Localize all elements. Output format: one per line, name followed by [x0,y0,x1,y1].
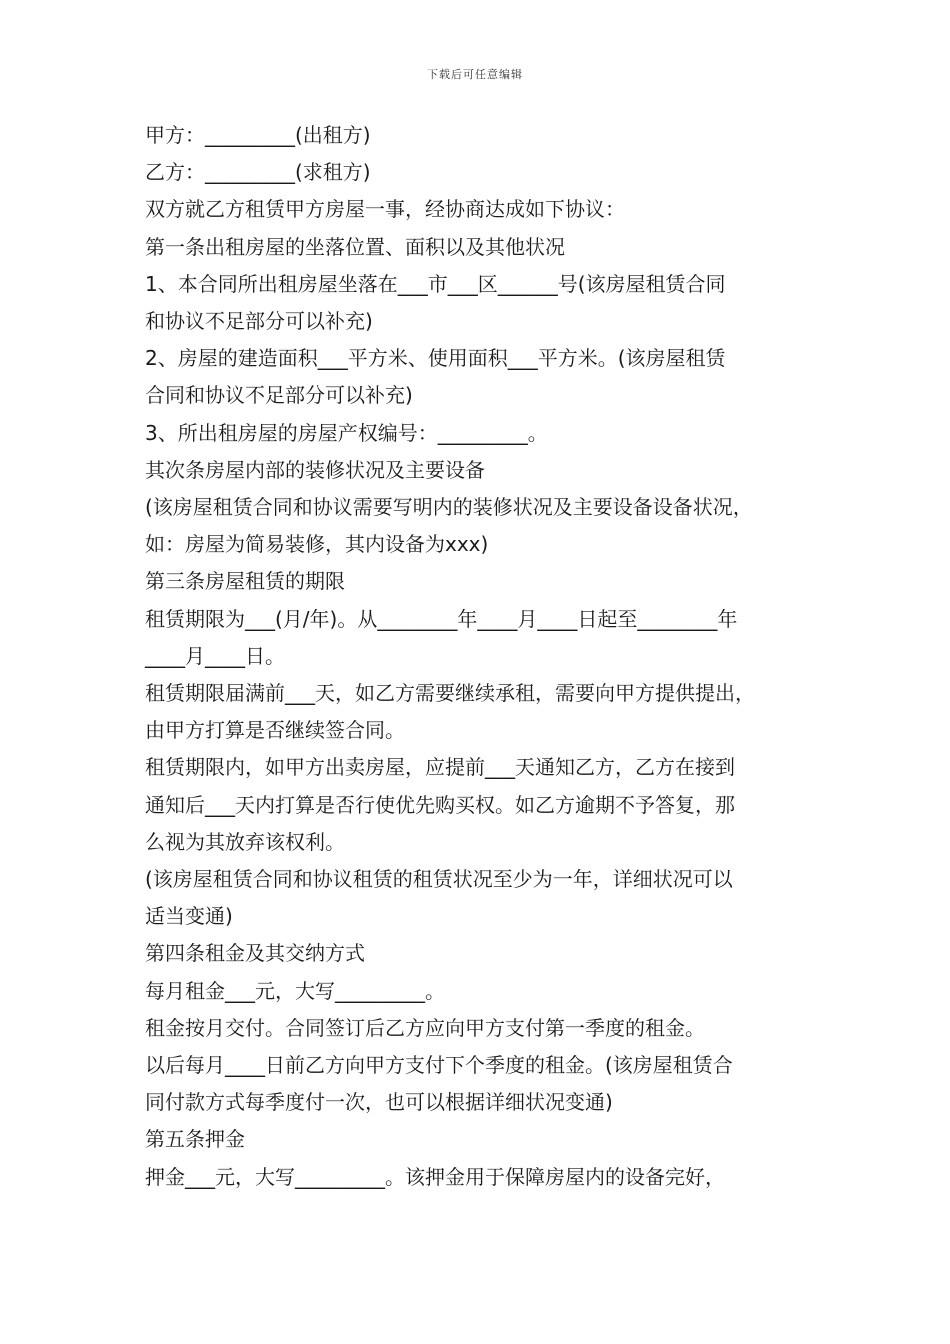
party-a-line: 甲方：_________(出租方) [145,123,371,147]
renewal-line-cont: 由甲方打算是否继续签合同。 [145,718,405,743]
article-3-note-cont: 适当变通) [145,904,233,929]
monthly-rent-line: 每月租金___元，大写_________。 [145,978,445,1003]
article-4-heading: 第四条租金及其交纳方式 [145,941,365,966]
article-2-note-cont: 如：房屋为简易装修，其内设备为xxx) [145,532,489,557]
lease-term-line: 租赁期限为___(月/年)。从________年____月____日起至________年 [145,606,738,631]
article-5-heading: 第五条押金 [145,1127,245,1152]
article-1-clause-2: 2、房屋的建造面积___平方米、使用面积___平方米。(该房屋租赁 [145,346,726,371]
renewal-line: 租赁期限届满前___天，如乙方需要继续承租，需要向甲方提供提出， [145,681,755,706]
header-note: 下载后可任意编辑 [427,68,523,81]
intro-line: 双方就乙方租赁甲方房屋一事，经协商达成如下协议： [145,197,625,222]
deposit-line: 押金___元，大写_________。该押金用于保障房屋内的设备完好， [145,1164,725,1189]
sale-notice-line-end: 么视为其放弃该权利。 [145,829,345,854]
lease-term-line-cont: ____月____日。 [145,643,285,668]
rent-schedule-line-cont: 同付款方式每季度付一次，也可以根据详细状况变通) [145,1090,613,1115]
sale-notice-line: 租赁期限内，如甲方出卖房屋，应提前___天通知乙方，乙方在接到 [145,755,735,780]
article-2-note: (该房屋租赁合同和协议需要写明内的装修状况及主要设备设备状况， [145,495,753,520]
document-body [145,117,835,1196]
rent-schedule-line: 以后每月____日前乙方向甲方支付下个季度的租金。(该房屋租赁合 [145,1053,733,1078]
rent-payment-line: 租金按月交付。合同签订后乙方应向甲方支付第一季度的租金。 [145,1015,705,1040]
sale-notice-line-cont: 通知后___天内打算是否行使优先购买权。如乙方逾期不予答复，那 [145,792,735,817]
article-1-clause-3: 3、所出租房屋的房屋产权编号：_________。 [145,420,548,445]
article-3-heading: 第三条房屋租赁的期限 [145,569,345,594]
article-1-clause-1: 1、本合同所出租房屋坐落在___市___区______号(该房屋租赁合同 [145,271,726,296]
article-3-note: (该房屋租赁合同和协议租赁的租赁状况至少为一年，详细状况可以 [145,867,733,892]
article-1-clause-2-cont: 合同和协议不足部分可以补充) [145,383,413,408]
article-1-clause-1-cont: 和协议不足部分可以补充) [145,309,373,334]
party-b-line: 乙方：_________(求租方) [145,160,371,185]
article-2-heading: 其次条房屋内部的装修状况及主要设备 [145,457,485,482]
article-1-heading: 第一条出租房屋的坐落位置、面积以及其他状况 [145,234,565,259]
